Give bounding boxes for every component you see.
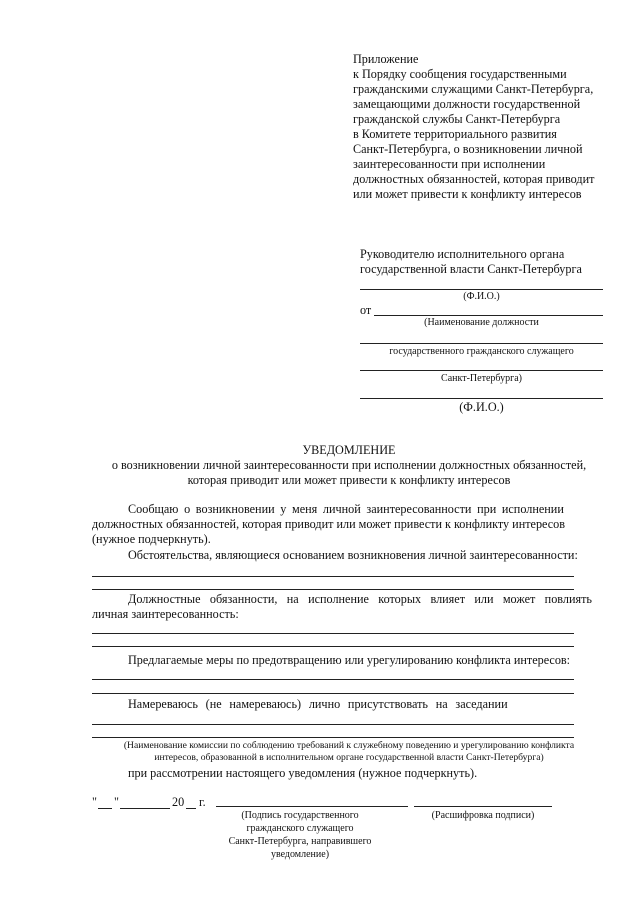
duties-line-2: личная заинтересованность: [92,607,239,621]
commission-caption-1: (Наименование комиссии по соблюдению требований к служебному поведению и урегулированию конфликта [123,740,575,751]
year-prefix: 20 [172,795,185,809]
fio-caption-2: (Ф.И.О.) [459,400,504,414]
intend-text: Намереваюсь (не намереваюсь) лично присутствовать на заседании [128,697,508,711]
measures-field-line-1[interactable] [92,679,574,680]
signature-caption-4: уведомление) [270,849,330,860]
position-caption: (Наименование должности [424,317,539,328]
document-subtitle-2: которая приводит или может привести к конфликту интересов [187,473,511,487]
position-field-line-3[interactable] [360,370,603,371]
measures-field-line-2[interactable] [92,693,574,694]
addressee-line-1: Руководителю исполнительного органа [360,247,565,261]
duties-field-line-1[interactable] [92,633,574,634]
para1-line-3: (нужное подчеркнуть). [92,532,211,546]
position-field-line[interactable] [374,315,603,316]
signature-field-line[interactable] [216,806,408,807]
appendix-line: Санкт-Петербурга, о возникновении личной [353,142,583,156]
appendix-line: заинтересованности при исполнении [353,157,546,171]
intend-field-line-2[interactable] [92,737,574,738]
addressee-line-2: государственной власти Санкт-Петербурга [360,262,582,276]
circumstances-field-line-1[interactable] [92,576,574,577]
document-subtitle-1: о возникновении личной заинтересованности при исполнении должностных обязанностей, [111,458,587,472]
date-close-quote: " [114,795,119,809]
civil-servant-caption: государственного гражданского служащего [389,346,574,357]
intend-field-line-1[interactable] [92,724,574,725]
date-open-quote: " [92,795,97,809]
appendix-line: гражданскими служащими Санкт-Петербурга, [353,82,594,96]
signature-caption-2: гражданского служащего [246,823,354,834]
circumstances-field-line-2[interactable] [92,589,574,590]
fio-field-line-2[interactable] [360,398,603,399]
from-label: от [360,303,372,317]
circumstances-label: Обстоятельства, являющиеся основанием возникновения личной заинтересованности: [128,548,578,562]
appendix-line: или может привести к конфликту интересов [353,187,582,201]
spb-caption: Санкт-Петербурга) [441,373,522,384]
appendix-line: гражданской службы Санкт-Петербурга [353,112,561,126]
appendix-line: должностных обязанностей, которая приводит [353,172,595,186]
date-year-field[interactable] [186,808,196,809]
document-title: УВЕДОМЛЕНИЕ [302,443,396,457]
signature-caption-1: (Подпись государственного [241,810,359,821]
fio-field-line[interactable] [360,289,603,290]
commission-caption-2: интересов, образованной в исполнительном органе государственной власти Санкт-Петербурга) [154,752,544,763]
appendix-block [353,52,594,202]
year-suffix: г. [199,795,206,809]
signature-caption-3: Санкт-Петербурга, направившего [228,836,372,847]
duties-field-line-2[interactable] [92,646,574,647]
appendix-line: в Комитете территориального развития [353,127,557,141]
decoding-field-line[interactable] [414,806,552,807]
duties-line-1: Должностные обязанности, на исполнение которых влияет или может повлиять [128,592,592,606]
position-field-line-2[interactable] [360,343,603,344]
para1-line-1: Сообщаю о возникновении у меня личной заинтересованности при исполнении [128,502,564,516]
measures-label: Предлагаемые меры по предотвращению или урегулированию конфликта интересов: [128,653,571,667]
para1-line-2: должностных обязанностей, которая приводит или может привести к конфликту интересов [92,517,566,531]
date-day-field[interactable] [98,808,112,809]
appendix-line: Приложение [353,52,419,66]
consideration-text: при рассмотрении настоящего уведомления (нужное подчеркнуть). [128,766,478,780]
fio-caption: (Ф.И.О.) [463,291,500,302]
date-month-field[interactable] [120,808,170,809]
appendix-line: к Порядку сообщения государственными [353,67,567,81]
appendix-line: замещающими должности государственной [353,97,581,111]
decoding-caption: (Расшифровка подписи) [431,810,535,821]
